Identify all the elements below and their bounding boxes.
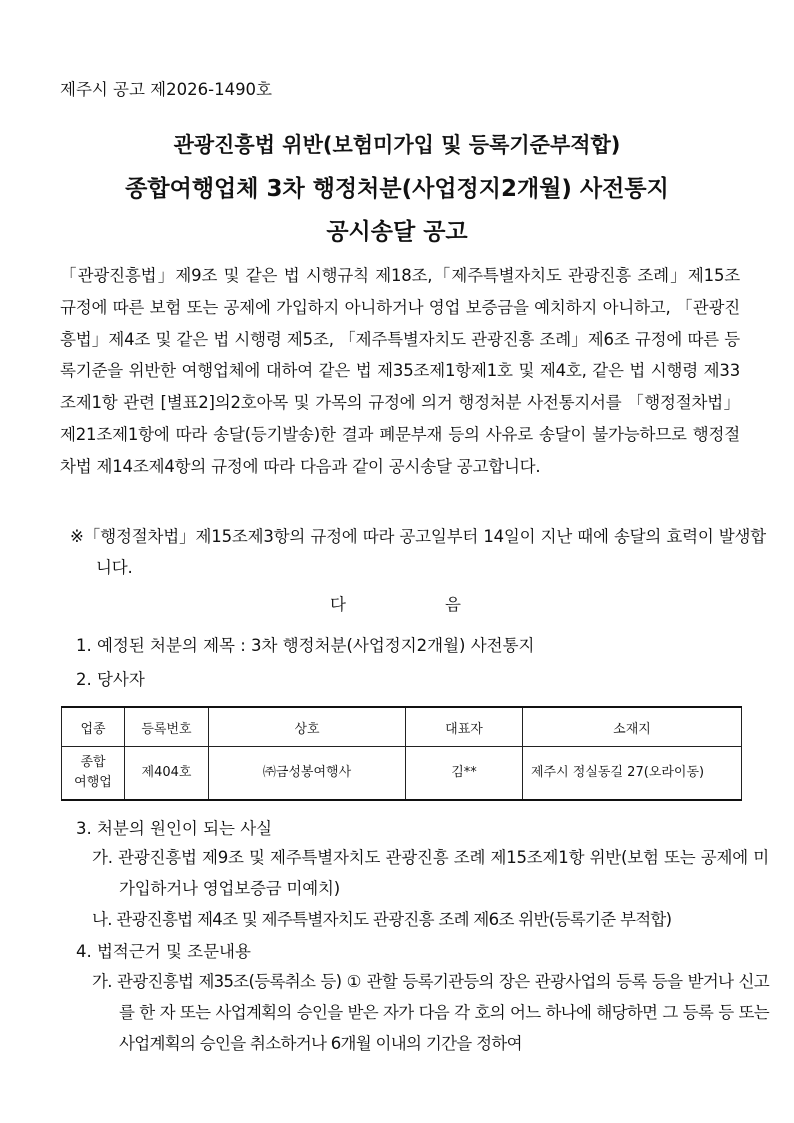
item-3-a: 가. 관광진흥법 제9조 및 제주특별자치도 관광진흥 조례 제15조제1항 위반(보험 또는 공제에 미가입하거나 영업보증금 미예치): [92, 848, 769, 898]
header-type: 업종: [62, 707, 125, 747]
heading-eum: 음: [445, 595, 461, 614]
notice-number: 제주시 공고 제2026-1490호: [60, 80, 272, 99]
header-address: 소재지: [523, 707, 742, 747]
effect-note: ※「행정절차법」제15조제3항의 규정에 따라 공고일부터 14일이 지난 때에 송달의 효력이 발생합니다.: [70, 527, 766, 577]
cell-representative: 김**: [406, 747, 523, 801]
title-line-1: 관광진흥법 위반(보험미가입 및 등록기준부적합): [173, 133, 621, 157]
item-3-b: 나. 관광진흥법 제4조 및 제주특별자치도 관광진흥 조례 제6조 위반(등록기준 부적합): [92, 910, 672, 929]
body-paragraph: 「관광진흥법」제9조 및 같은 법 시행규칙 제18조,「제주특별자치도 관광진흥 조례」제15조 규정에 따른 보험 또는 공제에 가입하지 아니하거나 영업 보증금을 예치하지 아니하고, 「관광진흥법」제4조 및 같은 법 시행령 제5조, 「제주특별자치도 관광진흥 조례」제6조 규정에 따른 등록기준을 위반한 여행업체에 대하여 같은 법 제35조제1항제1호 및 제4호, 같은 법 시행령 제33조제1항 관련 [별표2]의2호아목 및 가목의 규정에 의거 행정처분 사전통지서를 「행정절차법」 제21조제1항에 따라 송달(등기발송)한 결과 폐문부재 등의 사유로 송달이 불가능하므로 행정절차법 제14조제4항의 규정에 따라 다음과 같이 공시송달 공고합니다.: [60, 266, 740, 476]
item-4-a: 가. 관광진흥법 제35조(등록취소 등) ① 관할 등록기관등의 장은 관광사업의 등록 등을 받거나 신고를 한 자 또는 사업계획의 승인을 받은 자가 다음 각 호의 어느 하나에 해당하면 그 등록 등 또는 사업계획의 승인을 취소하거나 6개월 이내의 기간을 정하여: [92, 972, 769, 1053]
cell-type-line1: 종합: [80, 755, 106, 770]
item-3-cause-facts: 3. 처분의 원인이 되는 사실: [76, 819, 273, 838]
item-1-disposition-title: 1. 예정된 처분의 제목 : 3차 행정처분(사업정지2개월) 사전통지: [76, 636, 535, 655]
header-reg-no: 등록번호: [125, 707, 209, 747]
cell-type-line2: 여행업: [74, 775, 112, 790]
heading-da: 다: [330, 595, 346, 614]
title-line-2: 종합여행업체 3차 행정처분(사업정지2개월) 사전통지: [125, 176, 669, 202]
cell-address: 제주시 정실동길 27(오라이동): [523, 747, 742, 801]
item-2-parties: 2. 당사자: [76, 670, 145, 689]
table-row: [62, 747, 742, 801]
header-representative: 대표자: [406, 707, 523, 747]
cell-company: ㈜금성봉여행사: [209, 747, 406, 801]
cell-type: [62, 747, 125, 801]
header-company: 상호: [209, 707, 406, 747]
title-line-3: 공시송달 공고: [326, 219, 468, 245]
item-4-legal-basis: 4. 법적근거 및 조문내용: [76, 942, 251, 961]
table-header-row: [62, 707, 742, 747]
parties-table: [61, 706, 742, 801]
cell-reg-no: 제404호: [125, 747, 209, 801]
